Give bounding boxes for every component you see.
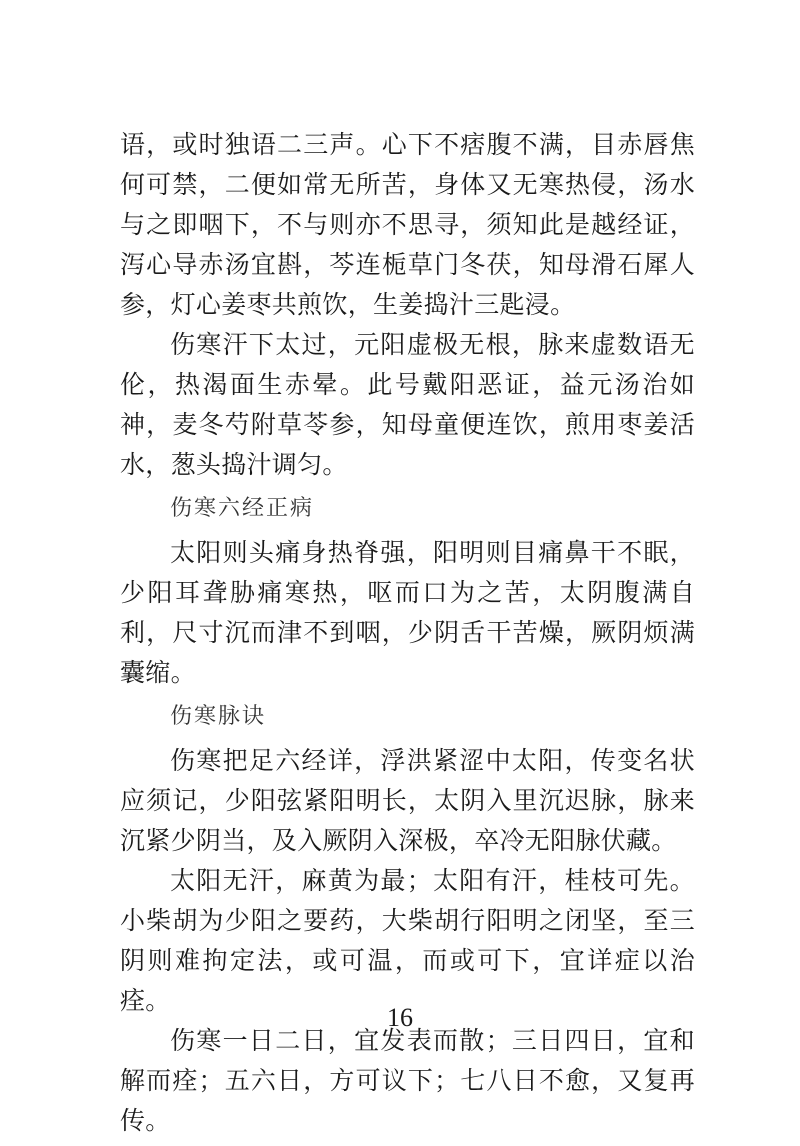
page-number: 16 <box>387 1003 413 1032</box>
paragraph: 语，或时独语二三声。心下不痞腹不满，目赤唇焦何可禁，二便如常无所苦，身体又无寒热侵，汤水与之即咽下，不与则亦不思寻，须知此是越经证，泻心导赤汤宜斟，芩连栀草门冬茯，知母滑石犀人参，灯心姜枣共煎饮，生姜捣汁三匙浸。 <box>120 130 695 319</box>
section-heading: 伤寒脉诀 <box>170 704 267 729</box>
paragraph: 伤寒汗下太过，元阳虚极无根，脉来虚数语无伦，热渴面生赤晕。此号戴阳恶证，益元汤治如神，麦冬芍附草苓参，知母童便连饮，煎用枣姜活水，葱头捣汁调匀。 <box>120 330 695 479</box>
paragraph: 太阳无汗，麻黄为最；太阳有汗，桂枝可先。小柴胡为少阳之要药，大柴胡行阳明之闭坚，至三阴则难拘定法，或可温，而或可下，宜详症以治痊。 <box>120 866 695 1015</box>
body-text <box>120 125 695 1141</box>
paragraph: 太阳则头痛身热脊强，阳明则目痛鼻干不眠，少阳耳聋胁痛寒热，呕而口为之苦，太阴腹满自利，尺寸沉而津不到咽，少阴舌干苦燥，厥阴烦满囊缩。 <box>120 538 695 687</box>
paragraph: 伤寒一日二日，宜发表而散；三日四日，宜和解而痊；五六日，方可议下；七八日不愈，又复再传。 <box>120 1026 695 1135</box>
section-heading: 伤寒六经正病 <box>170 496 315 521</box>
paragraph: 伤寒把足六经详，浮洪紧涩中太阳，传变名状应须记，少阳弦紧阳明长，太阴入里沉迟脉，脉来沉紧少阴当，及入厥阴入深极，卒冷无阳脉伏藏。 <box>120 746 695 855</box>
